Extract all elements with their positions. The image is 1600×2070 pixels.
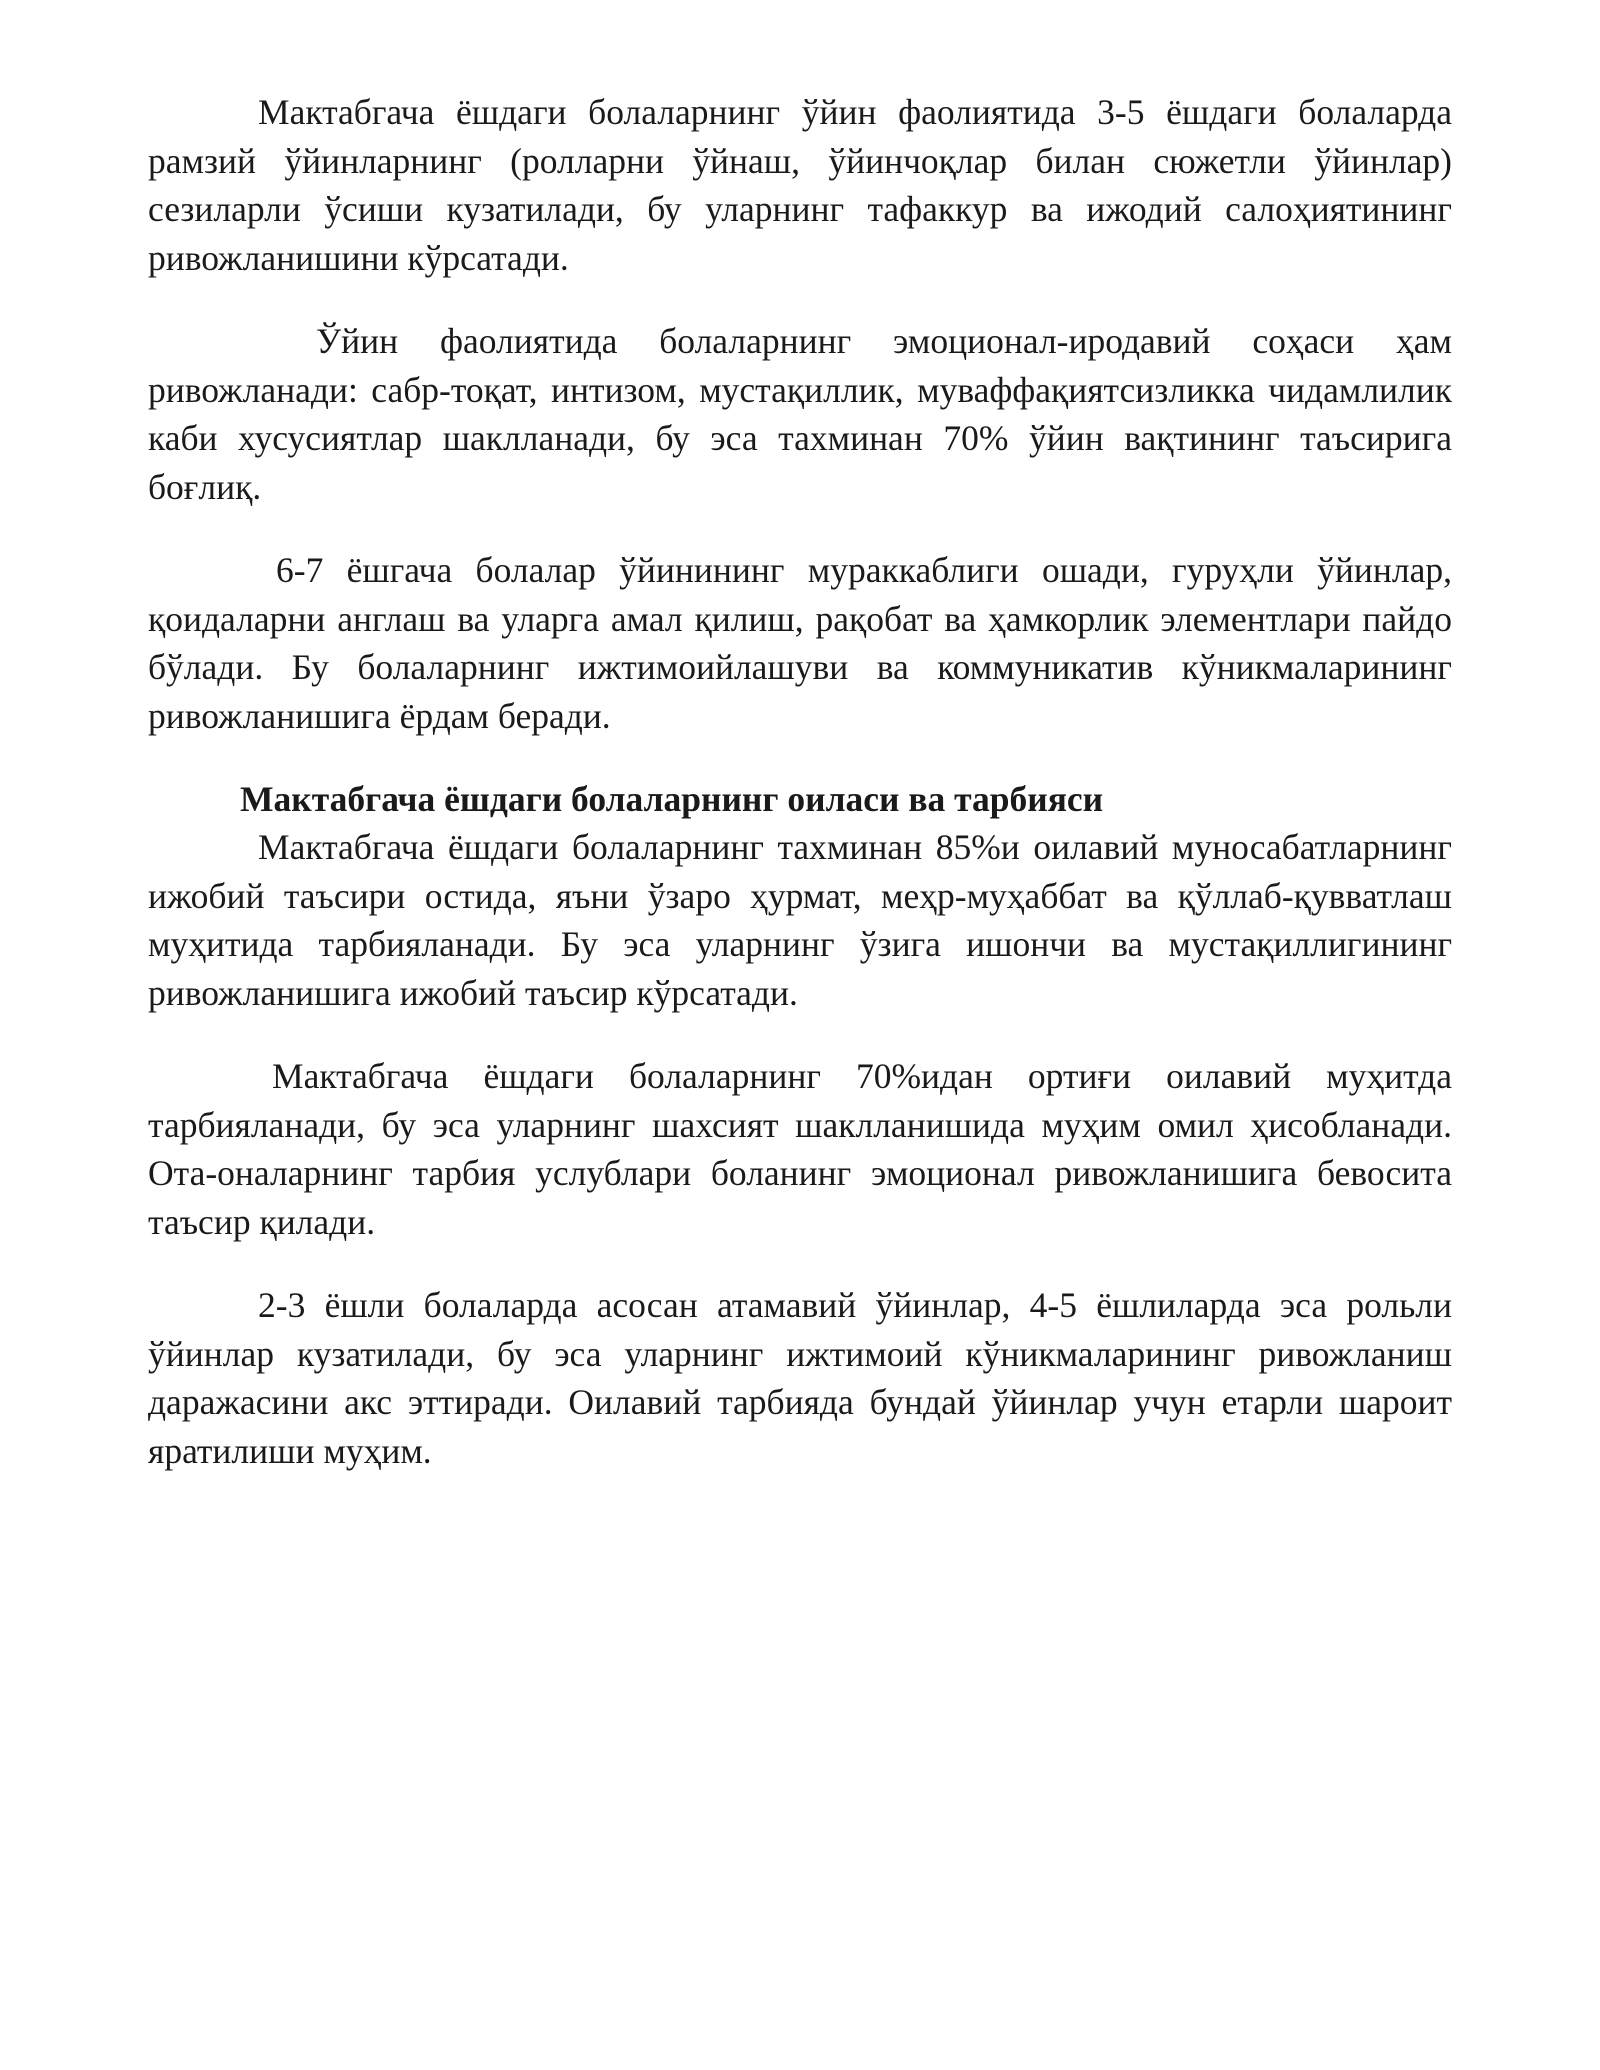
paragraph-gap [148,282,1452,317]
document-body [148,88,1452,1475]
paragraph-age-play-types: 2-3 ёшли болаларда асосан атамавий ўйинлар, 4-5 ёшлиларда эса рольли ўйинлар кузатилади, бу эса уларнинг ижтимоий кўникмаларининг ривожланиш даражасини акс эттиради. Оилавий тарбияда бундай ўйинлар учун етарли шароит яратилиши муҳим. [148,1285,1452,1471]
paragraph-family-relations: Мактабгача ёшдаги болаларнинг тахминан 85%и оилавий муносабатларнинг ижобий таъсири остида, яъни ўзаро ҳурмат, меҳр-муҳаббат ва қўллаб-қувватлаш муҳитида тарбияланади. Бу эса уларнинг ўзига ишончи ва мустақиллигининг ривожланишига ижобий таъсир кўрсатади. [148,827,1452,1013]
paragraph-gap [148,511,1452,546]
paragraph-family-environment: Мактабгача ёшдаги болаларнинг 70%идан ортиғи оилавий муҳитда тарбияланади, бу эса уларнинг шахсият шаклланишида муҳим омил ҳисобланади. Ота-оналарнинг тарбия услублари боланинг эмоционал ривожланишига бевосита таъсир қилади. [148,1056,1452,1242]
section-heading: Мактабгача ёшдаги болаларнинг оиласи ва тарбияси [240,779,1104,819]
paragraph-gap [148,740,1452,775]
paragraph-symbolic-play: Мактабгача ёшдаги болаларнинг ўйин фаолиятида 3-5 ёшдаги болаларда рамзий ўйинларнинг (ролларни ўйнаш, ўйинчоқлар билан сюжетли ўйинлар) сезиларли ўсиши кузатилади, бу уларнинг тафаккур ва ижодий салоҳиятининг ривожланишини кўрсатади. [148,92,1452,278]
paragraph-group-play: 6-7 ёшгача болалар ўйинининг мураккаблиги ошади, гуруҳли ўйинлар, қоидаларни англаш ва уларга амал қилиш, рақобат ва ҳамкорлик элементлари пайдо бўлади. Бу болаларнинг ижтимоийлашуви ва коммуникатив кўникмаларининг ривожланишига ёрдам беради. [148,550,1452,736]
paragraph-emotional-volitional: Ўйин фаолиятида болаларнинг эмоционал-иродавий соҳаси ҳам ривожланади: сабр-тоқат, интизом, мустақиллик, муваффақиятсизликка чидамлилик каби хусусиятлар шаклланади, бу эса тахминан 70% ўйин вақтининг таъсирига боғлиқ. [148,321,1452,507]
paragraph-gap [148,1246,1452,1281]
paragraph-gap [148,1017,1452,1052]
